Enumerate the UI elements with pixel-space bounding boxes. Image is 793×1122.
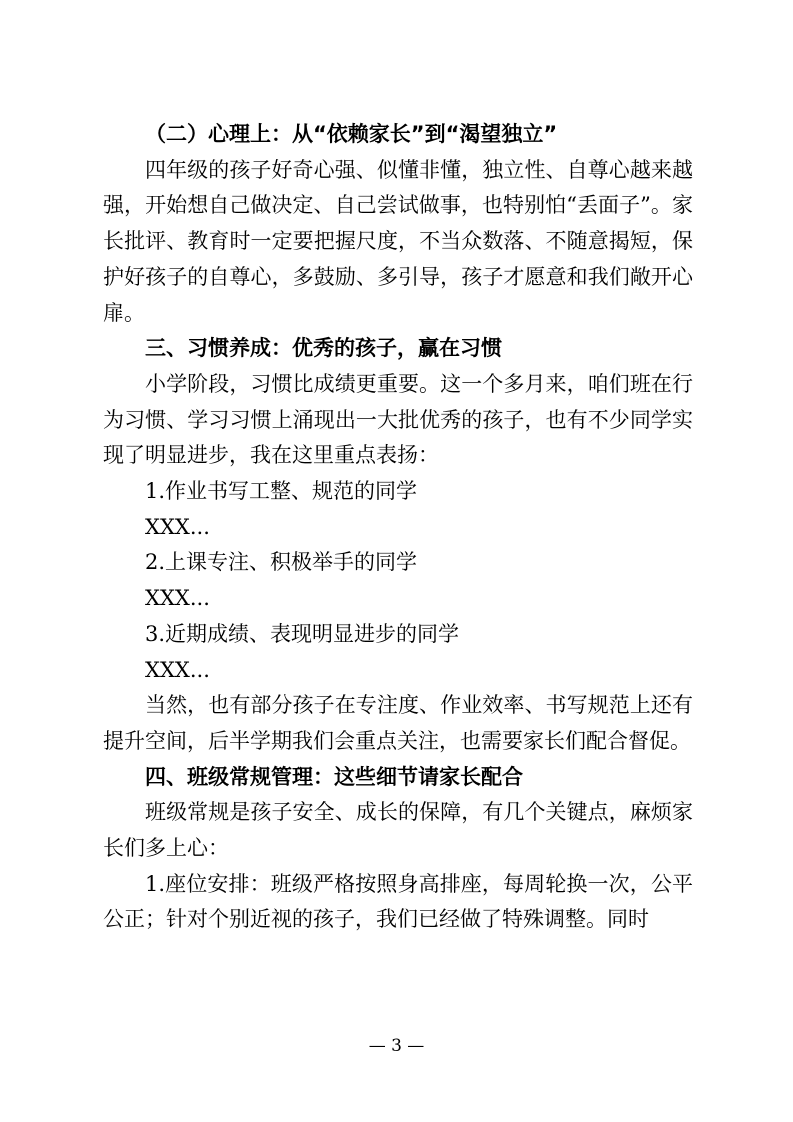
page-number: — 3 — [368,1036,425,1056]
list-item-names-1: XXX... [145,514,210,539]
paragraph-class-rules-intro: 班级常规是孩子安全、成长的保障，有几个关键点，麻烦家长们多上心： [103,800,693,861]
paragraph-psychology: 四年级的孩子好奇心强、似懂非懂，独立性、自尊心越来越强，开始想自己做决定、自己尝试做事，也特别怕“丢面子”。家长批评、教育时一定要把握尺度，不当众数落、不随意揭短，保护好孩子的自尊心，多鼓励、多引导，孩子才愿意和我们敞开心扉。 [103,157,693,325]
list-item-progress: 3.近期成绩、表现明显进步的同学 [145,621,460,646]
list-item-homework: 1.作业书写工整、规范的同学 [145,479,418,504]
list-item-names-2: XXX... [145,586,210,611]
list-item-names-3: XXX... [145,657,210,682]
section-heading-class-rules: 四、班级常规管理：这些细节请家长配合 [145,764,523,789]
paragraph-habits-intro: 小学阶段，习惯比成绩更重要。这一个多月来，咱们班在行为习惯、学习习惯上涌现出一大批优秀的孩子，也有不少同学实现了明显进步，我在这里重点表扬： [103,371,693,468]
paragraph-improvement: 当然，也有部分孩子在专注度、作业效率、书写规范上还有提升空间，后半学期我们会重点关注，也需要家长们配合督促。 [103,693,693,753]
paragraph-seating: 1.座位安排：班级严格按照身高排座，每周轮换一次，公平公正；针对个别近视的孩子，我们已经做了特殊调整。同时 [103,871,693,932]
document-body [103,117,693,938]
section-heading-habits: 三、习惯养成：优秀的孩子，赢在习惯 [145,336,502,361]
section-heading-psychology: （二）心理上：从“依赖家长”到“渴望独立” [145,122,558,146]
list-item-attention: 2.上课专注、积极举手的同学 [145,550,418,575]
